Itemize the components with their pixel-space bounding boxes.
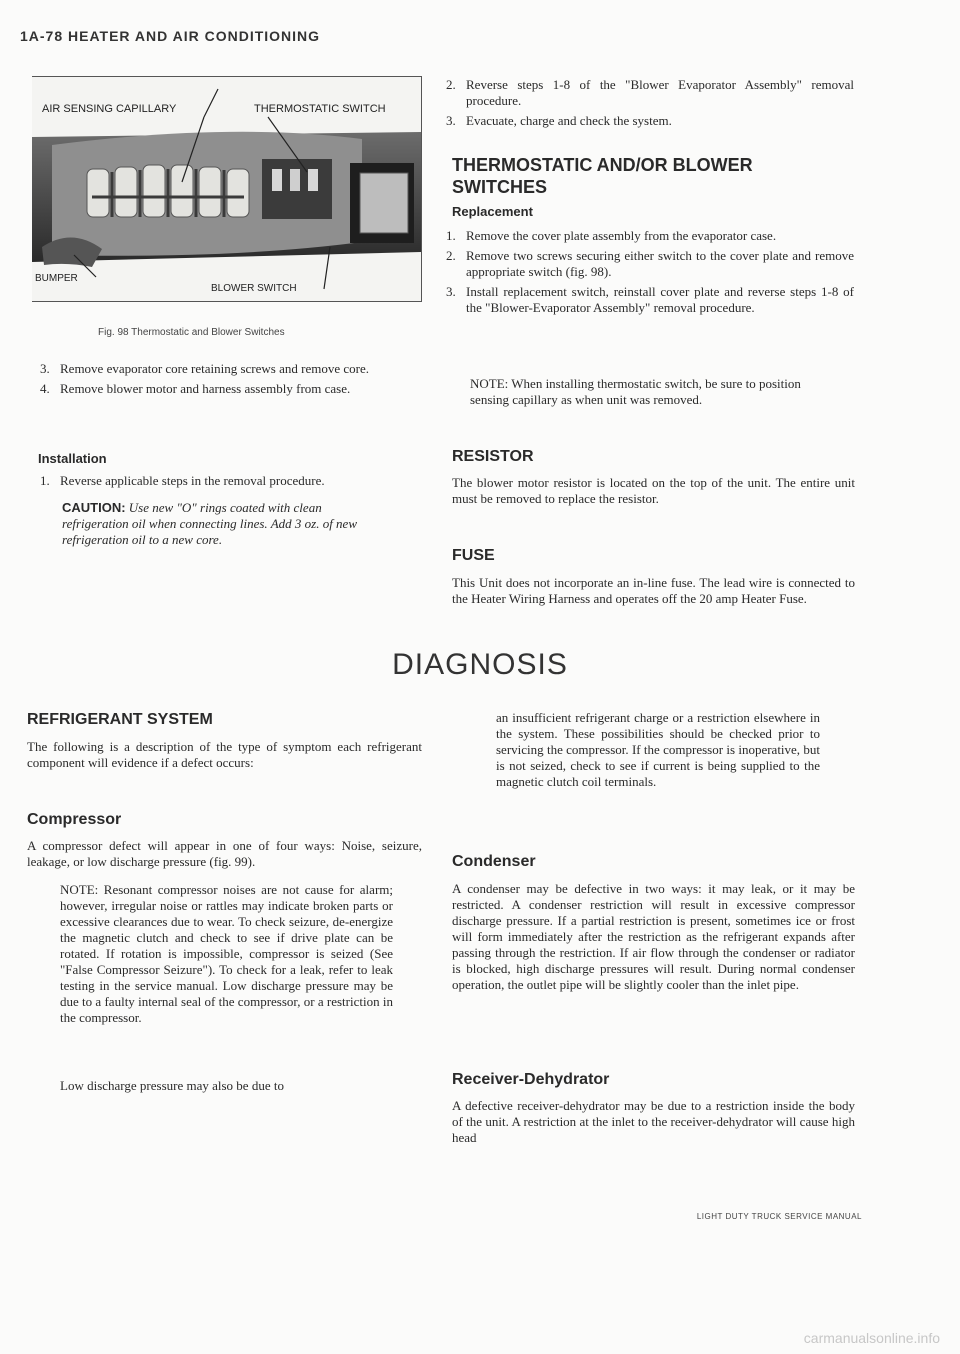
- list-item: 3. Install replacement switch, reinstall cover plate and reverse steps 1-8 of the "Blower-Evaporator Assembly" removal procedure.: [446, 284, 854, 315]
- removal-steps-left: [38, 361, 426, 401]
- fuse-heading: FUSE: [452, 547, 495, 564]
- list-item: 2. Reverse steps 1-8 of the "Blower Evaporator Assembly" removal procedure.: [446, 77, 854, 108]
- list-item: 3. Remove evaporator core retaining screws and remove core.: [40, 361, 369, 376]
- figure-caption: Fig. 98 Thermostatic and Blower Switches: [98, 327, 285, 338]
- replacement-steps: [444, 228, 854, 320]
- caution-note: CAUTION: Use new "O" rings coated with clean refrigeration oil when connecting lines. Add 3 oz. of new refrigeration oil to a new core.: [62, 500, 358, 547]
- fuse-text: This Unit does not incorporate an in-line fuse. The lead wire is connected to the Heater Wiring Harness and operates off the 20 amp Heater Fuse.: [452, 575, 855, 606]
- refrigerant-heading: REFRIGERANT SYSTEM: [27, 711, 213, 728]
- diagnosis-title: DIAGNOSIS: [392, 648, 568, 681]
- resistor-heading: RESISTOR: [452, 448, 534, 465]
- resistor-text: The blower motor resistor is located on the top of the unit. The entire unit must be removed to replace the resistor.: [452, 475, 855, 506]
- thermostatic-note: NOTE: When installing thermostatic switch, be sure to position sensing capillary as when unit was removed.: [470, 376, 801, 407]
- list-item: 3. Evacuate, charge and check the system.: [446, 113, 672, 128]
- list-item: 1. Remove the cover plate assembly from the evaporator case.: [446, 228, 777, 243]
- label-thermostatic-switch: THERMOSTATIC SWITCH: [254, 103, 386, 115]
- label-bumper: BUMPER: [35, 273, 78, 284]
- replacement-heading: Replacement: [452, 204, 533, 219]
- compressor-text: A compressor defect will appear in one of four ways: Noise, seizure, leakage, or low discharge pressure (fig. 99).: [27, 838, 422, 869]
- switches-heading: THERMOSTATIC AND/OR BLOWER SWITCHES: [452, 155, 753, 197]
- page-header: 1A-78 HEATER AND AIR CONDITIONING: [20, 28, 321, 44]
- low-pressure-continued: an insufficient refrigerant charge or a restriction elsewhere in the system. These possibilities should be checked prior to servicing the compressor. If the compressor is inoperative, but is not seized, check to see if current is being supplied to the magnetic clutch coil terminals.: [496, 710, 820, 789]
- label-blower-switch: BLOWER SWITCH: [211, 283, 297, 294]
- list-item: 4. Remove blower motor and harness assembly from case.: [40, 381, 351, 396]
- figure-98: [32, 76, 422, 302]
- condenser-text: A condenser may be defective in two ways: it may leak, or it may be restricted. A condenser restriction will result in excessive compressor discharge pressure. If a partial restriction is present, sometimes ice or frost will form immediately after the restriction as the refrigerant expands after passing through the restriction. If air flow through the condenser or radiator is blocked, high discharge pressures will result. During normal condenser operation, the outlet pipe will be slightly cooler than the inlet pipe.: [452, 881, 855, 992]
- receiver-heading: Receiver-Dehydrator: [452, 1071, 610, 1088]
- condenser-heading: Condenser: [452, 853, 536, 870]
- label-air-sensing-capillary: AIR SENSING CAPILLARY: [42, 103, 177, 115]
- compressor-heading: Compressor: [27, 811, 122, 828]
- install-steps: [38, 473, 426, 493]
- watermark: carmanualsonline.info: [803, 1330, 940, 1346]
- low-pressure-text: Low discharge pressure may also be due to: [60, 1078, 284, 1093]
- installation-heading: Installation: [38, 451, 107, 466]
- receiver-text: A defective receiver-dehydrator may be due to a restriction inside the body of the unit. A restriction at the inlet to the receiver-dehydrator will cause high head: [452, 1098, 855, 1145]
- list-item: 1. Reverse applicable steps in the removal procedure.: [40, 473, 325, 488]
- removal-steps-right: [444, 77, 854, 133]
- page-footer: LIGHT DUTY TRUCK SERVICE MANUAL: [696, 1212, 862, 1221]
- refrigerant-text: The following is a description of the type of symptom each refrigerant component will evidence if a defect occurs:: [27, 739, 422, 770]
- list-item: 2. Remove two screws securing either switch to the cover plate and remove appropriate switch (fig. 98).: [446, 248, 854, 279]
- compressor-note: NOTE: Resonant compressor noises are not cause for alarm; however, irregular noise or rattles may indicate broken parts or excessive clearances due to wear. To check seizure, de-energize the magnetic clutch and check to see if drive plate can be rotated. If rotation is impossible, compressor is seized (See "False Compressor Seizure"). To check for a leak, refer to leak testing in the service manual. Low discharge pressure may be due to a faulty internal seal of the compressor, or a restriction in the compressor.: [60, 882, 393, 1025]
